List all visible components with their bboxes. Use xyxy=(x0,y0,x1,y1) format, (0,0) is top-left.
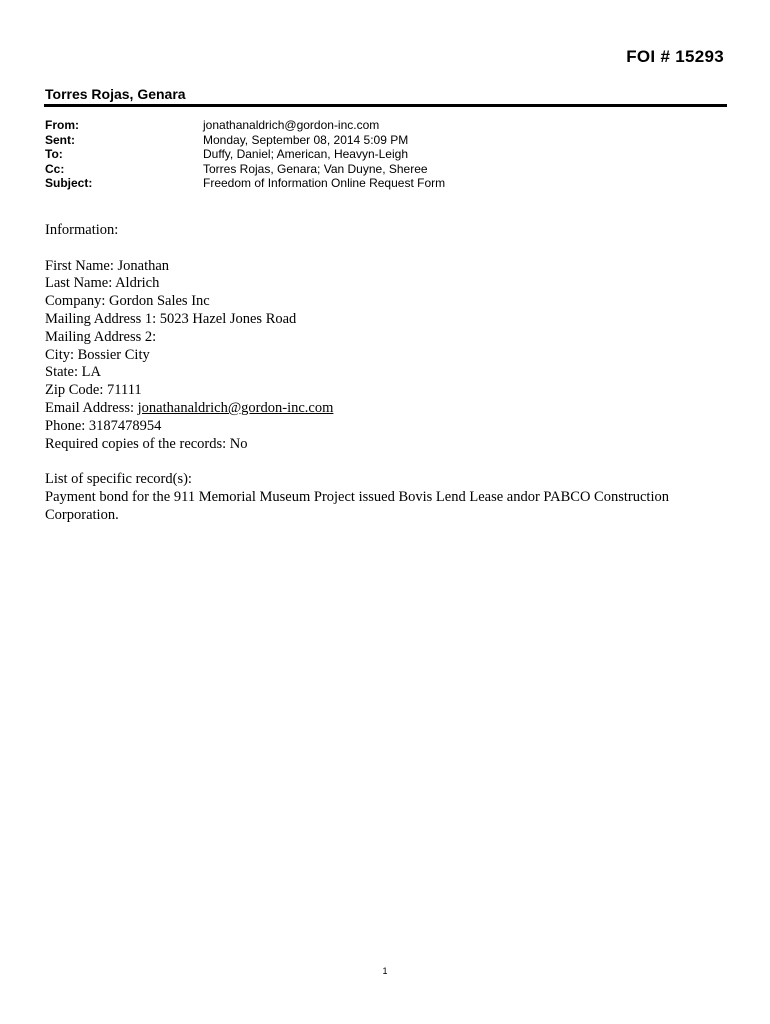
state-line: State: LA xyxy=(45,364,101,381)
information-heading: Information: xyxy=(45,222,119,238)
email-line xyxy=(45,400,735,418)
header-row-subject xyxy=(45,176,445,191)
subject-value: Freedom of Information Online Request Form xyxy=(203,176,446,191)
spacer xyxy=(45,240,735,258)
city-line: City: Bossier City xyxy=(45,346,150,363)
header-divider xyxy=(44,104,727,107)
address1-line: Mailing Address 1: 5023 Hazel Jones Road xyxy=(45,310,297,327)
header-row-cc xyxy=(45,162,445,177)
from-label: From: xyxy=(45,118,79,132)
from-value: jonathanaldrich@gordon-inc.com xyxy=(203,118,380,132)
sent-value: Monday, September 08, 2014 5:09 PM xyxy=(203,132,409,147)
zip-line: Zip Code: 71111 xyxy=(45,382,142,399)
email-headers xyxy=(45,118,445,191)
phone-line: Phone: 3187478954 xyxy=(45,417,162,434)
sent-label: Sent: xyxy=(45,132,75,147)
email-body xyxy=(45,222,735,525)
to-label: To: xyxy=(45,147,63,162)
page-number: 1 xyxy=(382,966,388,976)
first-name-line: First Name: Jonathan xyxy=(45,257,170,274)
header-row-to xyxy=(45,147,445,162)
cc-label: Cc: xyxy=(45,161,65,176)
company-line: Company: Gordon Sales Inc xyxy=(45,293,210,310)
subject-label: Subject: xyxy=(45,176,93,191)
records-text: Payment bond for the 911 Memorial Museum Project issued Bovis Lend Lease andor PABCO Construction Corporation. xyxy=(45,488,669,523)
foi-number: FOI # 15293 xyxy=(626,47,724,66)
header-row-sent xyxy=(45,133,445,148)
copies-line: Required copies of the records: No xyxy=(45,435,248,452)
email-link[interactable]: jonathanaldrich@gordon-inc.com xyxy=(137,399,334,416)
last-name-line: Last Name: Aldrich xyxy=(45,275,160,292)
email-label: Email Address: xyxy=(45,399,138,416)
address2-line: Mailing Address 2: xyxy=(45,328,157,345)
to-value: Duffy, Daniel; American, Heavyn-Leigh xyxy=(203,147,408,162)
sender-name: Torres Rojas, Genara xyxy=(45,86,186,102)
spacer xyxy=(45,453,735,471)
cc-value: Torres Rojas, Genara; Van Duyne, Sheree xyxy=(203,161,428,176)
header-row-from xyxy=(45,118,445,133)
records-heading: List of specific record(s): xyxy=(45,471,192,488)
